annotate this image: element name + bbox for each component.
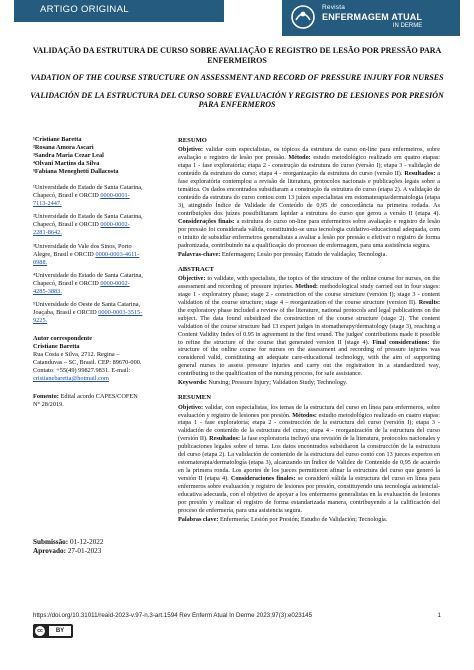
approved-label: Aprovado: <box>33 547 67 556</box>
affiliation-item: ⁵Universidade do Oeste de Santa Catarina, Joaçaba, Brasil e ORCID 0000-0003-3515-9225. <box>33 300 143 324</box>
title-spanish: VALIDACIÓN DE LA ESTRUCTURA DEL CURSO SOBRE EVALUACIÓN Y REGISTRO DE LESIONES POR PRESIÓN PARA ENFERMEROS <box>30 90 444 110</box>
approved-date: 27-01-2023 <box>67 547 102 556</box>
article-type-label: ARTIGO ORIGINAL <box>40 4 129 15</box>
author-name: ¹Cristiane Baretta <box>33 136 82 143</box>
journal-header <box>0 0 474 36</box>
journal-logo-icon <box>290 4 316 30</box>
article-type-banner <box>14 0 224 22</box>
orcid-link[interactable]: 0000-0003-3515-9225. <box>33 308 143 324</box>
funding-heading: Fomento: <box>33 393 59 401</box>
author-name: ²Rosana Amora Ascari <box>33 144 94 152</box>
page-footer <box>33 612 441 619</box>
cc-icon: cc <box>35 626 45 636</box>
journal-name-line1: Revista <box>322 4 346 11</box>
submitted-label: Submissão: <box>33 538 69 546</box>
affiliation-item: ¹Universidade do Estado de Santa Catarina, Chapecó, Brasil e ORCID 0000-0001-7113-2447. <box>33 184 143 208</box>
resumen-keywords: Palabras clave: Enfermería; Lesión por Presión; Estudio de Validación; Tecnología. <box>178 515 388 523</box>
abstracts-column <box>178 137 440 531</box>
doi-citation[interactable]: https://doi.org/10.31011/reaid-2023-v.97-n.3-art.1594 Rev Enferm Atual In Derme 2023;97(3):e023145 <box>33 612 313 619</box>
orcid-link[interactable]: 0000-0003-4611-0988. <box>33 250 140 266</box>
submission-dates <box>33 538 104 557</box>
journal-name-line2: ENFERMAGEM ATUAL <box>322 11 423 22</box>
orcid-link[interactable]: 0000-0001-7113-2447. <box>33 192 130 208</box>
resumen-heading: RESUMEN <box>178 394 211 402</box>
funding-text: Edital acordo CAPES/COFEN N° 28/2019. <box>33 393 138 409</box>
author-list <box>33 136 143 176</box>
orcid-link[interactable]: 0000-0002-2281-8642. <box>33 221 130 237</box>
author-sidebar <box>33 136 143 409</box>
resumo-keywords: Palavras-chave: Enfermagem; Lesão por pressão; Estudo de validação; Tecnologia. <box>178 250 387 258</box>
corresponding-heading: Autor correspondente <box>33 334 93 342</box>
affiliation-item: ²Universidade do Estado de Santa Catarina, Chapecó, Brasil e ORCID 0000-0002-2281-8642. <box>33 213 143 237</box>
email-link[interactable]: cristianebaretta@hotmail.com <box>33 375 109 383</box>
abstract-keywords: Keywords: Nursing; Pressure Injury; Validation Study; Technology. <box>178 379 348 387</box>
corresponding-name: Cristiane Baretta <box>33 342 80 350</box>
journal-logo <box>282 0 460 36</box>
title-english: VADATION OF THE COURSE STRUCTURE ON ASSESSMENT AND RECORD OF PRESSURE INJURY FOR NURSES <box>30 73 444 83</box>
corresponding-author <box>33 335 143 383</box>
author-name: ⁵Fabiana Meneghetti Dallacosta <box>33 168 119 176</box>
abstract-heading: ABSTRACT <box>178 265 214 273</box>
abstract-body: Objective: to validate, with specialists, the topics of the structure of the online course for nurses, on the assessment and recording of pressure injuries. Method: methodological study carried out in four stages: stage 1 - exploratory phase; stage 2 - construction of the course structure (version I); stage 3 - content validation of the course structure; stage 4 – reorganization of the course structure (version II). Results: the exploratory phase included a review of the literature, national protocols and legal publications on the subject. The data found subsidized the construction of the course structure (stage 2). The content validation of the course structure had 13 expert judges in stomatherapy/dermatology (stage 3), reaching a Content Validity Index of 0.95 in agreement in the first round. The judges' contributions made it possible to refine the structure of the course that generated version II (stage 4). Final considerations: the structure of the online course for nurses on the assessment and recording of pressure injuries was considered valid, constituting an adequate care-educational technology, with the aim of supporting general nurses to assess pressure injuries and carry out the registration in a standardized way, contributing to the qualification of the nursing process, for safe assistance. <box>178 275 441 378</box>
funding-info <box>33 393 143 409</box>
author-name: ⁴Olvani Martins da Silva <box>33 160 100 168</box>
affiliation-list <box>33 184 143 325</box>
page-number: 1 <box>437 612 441 619</box>
resumen-body: Objetivo: validar, con especialistas, los temas de la estructura del curso en línea para enfermeros, sobre evaluación y registro de lesiones por presión. Métodos: estudio metodológico realizado en cuatro etapas: etapa 1 - fase exploratoria; etapa 2 - construcción de la estructura del curso (versión I); etapa 3 - validación de contenido de la estructura del curso; etapa 4 - reorganización de la estructura del curso (versión II). Resultados: la fase exploratoria incluyó una revisión de la literatura, protocolos nacionales y publicaciones legales sobre el tema. Los datos encontrados subsidiaron la construcción de la estructura del curso (etapa 2). La validación de contenido de la estructura del curso contó con 13 jueces expertos en estomaterapia/dermatología (etapa 3), alcanzando un Índice de Validez de Contenido de 0,95 de acuerdo en la primera ronda. Los aportes de los jueces permitieron afinar la estructura del curso que generó la versión II (etapa 4). Consideraciones finales: se consideró válida la estructura del curso en línea para enfermeros sobre evaluación y registro de lesiones por presión, constituyendo una tecnología asistencial-educativa adecuada, con el objetivo de apoyar a los enfermeros generalistas en la evaluación de lesiones por presión y realizar el registro de forma estandarizada manera, contribuyendo a la calificación del proceso de enfermería, para una asistencia segura. <box>178 403 441 514</box>
affiliation-item: ³Universidade do Vale dos Sinos, Porto Alegre, Brasil e ORCID 0000-0003-4611-0988. <box>33 242 140 266</box>
corresponding-address: Rua Costa e Silva, 2712. Regina – Catanduvas – SC, Brasil. CEP: 89670-000. Contato: +55(49) 99827.9831. E-mail: cristianebaretta@hotmail.com <box>33 351 142 383</box>
orcid-link[interactable]: 0000-0002-4285-3883. <box>33 279 130 295</box>
title-portuguese: VALIDAÇÃO DA ESTRUTURA DE CURSO SOBRE AVALIAÇÃO E REGISTRO DE LESÃO POR PRESSÃO PARA ENFERMEIROS <box>32 46 442 65</box>
cc-license-badge[interactable] <box>33 624 73 638</box>
submitted-date: 01-12-2022 <box>69 538 104 546</box>
resumo-heading: RESUMO <box>178 137 207 144</box>
journal-name-line3: IN DERME <box>392 22 423 29</box>
article-titles <box>30 46 444 110</box>
by-icon: BY <box>49 626 71 636</box>
author-name: ³Sandra Maria Cezar Leal <box>33 152 104 160</box>
affiliation-item: ⁴Universidade do Estado de Santa Catarina, Chapecó, Brasil e ORCID 0000-0002-4285-3883. <box>33 271 143 295</box>
resumo-body: Objetivo: validar com especialistas, os tópicos da estrutura de curso on-line para enfermeiros, sobre avaliação e registro de lesão por pressão. Método: estudo metodológico realizado em quatro etapas: etapa 1 - fase exploratória; etapa 2 - construção da estrutura do curso (versão I); etapa 3 - validação de conteúdo da estrutura do curso; etapa 4 - reorganização da estrutura do curso (versão II). Resultados: a fase exploratória contemplou a revisão de literatura, protocolos nacionais e publicações legais sobre a temática. Os dados encontrados subsidiaram a construção da estrutura do curso (etapa 2). A validação de conteúdo da estrutura do curso contou com 13 juízes especialistas em estomaterapia/dermatologia (etapa 3), atingindo Índice de Validade de Conteúdo de 0,95 de concordância na primeira rodada. As contribuições dos juízes possibilitaram lapidar a estrutura do curso que gerou a versão II (etapa 4). Considerações finais: a estrutura do curso on-line para enfermeiros sobre avaliação e registro de lesão por pressão foi considerada válida, constituindo-se uma tecnologia cuidativo-educacional adequada, com o intuito de subsidiar enfermeiros generalistas a avaliar a lesão por pressão e efetivar o registro de forma padronizada, contribuindo na a qualificação do processo de enfermagem, para uma assistência segura. <box>178 146 441 249</box>
